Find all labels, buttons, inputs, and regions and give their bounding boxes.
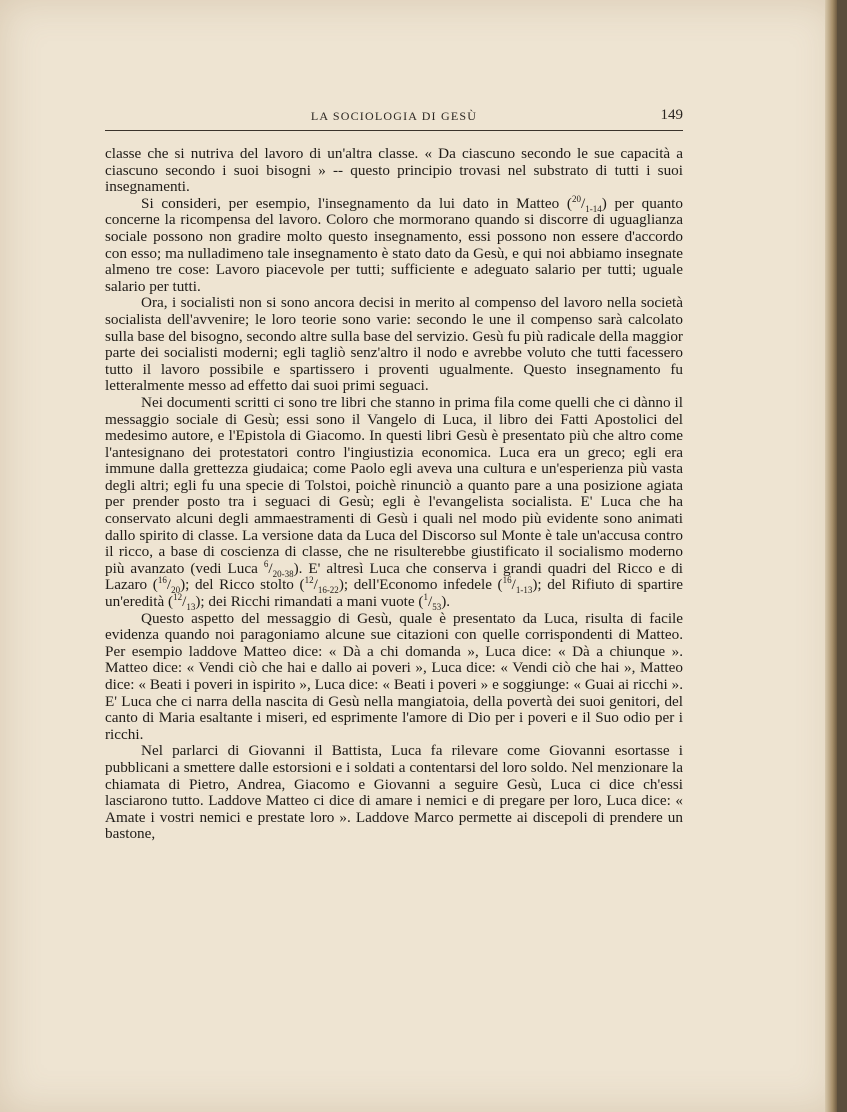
citation-subscript: 1-14 [585, 203, 602, 214]
citation-superscript: 12 [304, 575, 314, 586]
text-run: Ora, i socialisti non si sono ancora decisi in merito al compenso del lavoro nella società socialista dell'avvenire; le loro teorie sono varie: secondo le une il compenso sarà calcolato sulla base del bisogno, secondo altre sulla base del servizio. Gesù fu più radicale della maggior parte dei socialisti moderni; egli tagliò senz'altro il nodo e avrebbe voluto che tutti facessero tutto il lavoro possibile e spartissero i proventi ugualmente. Questo insegnamento fu letteralmente messo ad effetto dai suoi primi seguaci. [105, 294, 683, 395]
paragraph [105, 743, 683, 843]
text-run: Nei documenti scritti ci sono tre libri che stanno in prima fila come quelli che ci dànno il messaggio sociale di Gesù; essi sono il Vangelo di Luca, il libro dei Fatti Apostolici del medesimo autore, e l'Epistola di Giacomo. In questi libri Gesù è presentato più che altro come l'antesignano dei protestatori contro l'ingiustizia economica. Luca era un greco; egli era immune dalla grettezza giudaica; come Paolo egli aveva una cultura e un'esperienza più vasta degli altri; egli fu una specie di Tolstoi, poichè rinunciò a quanto pare a una posizione agiata per prender posto tra i seguaci di Gesù; egli è l'evangelista socialista. E' Luca che ha conservato alcuni degli ammaestramenti di Gesù i quali nel modo più evidente sono animati dallo spirito di classe. La versione data da Luca del Discorso sul Monte è tale un'accusa contro il ricco, a base di coscienza di classe, che ne risulterebbe giustificato il socialismo moderno più avanzato (vedi Luca [105, 393, 683, 577]
text-run: / [268, 559, 273, 577]
paragraph [105, 146, 683, 196]
paragraph [105, 193, 683, 296]
citation-subscript: 20 [171, 585, 181, 596]
text-run: ). E' altresì Luca che conserva i grandi quadri del Ricco e di Lazaro ( [105, 559, 684, 594]
text-run: classe che si nutriva del lavoro di un'altra classe. « Da ciascuno secondo le sue capacità a ciascuno secondo i suoi bisogni » -- questo principio trovasi nel substrato di tutti i suoi insegnamenti. [105, 145, 683, 196]
text-run: / [182, 593, 187, 611]
citation-superscript: 6 [263, 558, 269, 569]
text-run: ) per quanto concerne la ricompensa del lavoro. Coloro che mormorano quando si discorre di uguaglianza sociale possono non gradire molto questo insegnamento, essi possono non essere d'accordo con esso; ma nulladimeno tale insegnamento è stato dato da Gesù, e qui noi abbiamo insegnate almeno tre cose: Lavoro piacevole per tutti; sufficiente e adeguato salario per tutti; uguale salario per tutti. [105, 194, 683, 295]
text-run: ); dei Ricchi rimandati a mani vuote ( [195, 593, 424, 611]
text-run: Si consideri, per esempio, l'insegnamento da lui dato in Matteo ( [141, 194, 572, 212]
citation-superscript: 16 [502, 575, 512, 586]
citation-subscript: 13 [186, 602, 196, 613]
running-head-title: LA SOCIOLOGIA DI GESÙ [310, 109, 478, 123]
text-run: ); del Ricco stolto ( [180, 576, 305, 594]
citation-subscript: 1-13 [515, 585, 533, 596]
text-run: / [581, 194, 586, 212]
page-edge [825, 0, 837, 1112]
text-run: ); dell'Economo infedele ( [338, 576, 503, 594]
text-run: / [166, 576, 172, 594]
page-number: 149 [660, 107, 683, 123]
text-run: ); del Rifiuto di spartire un'eredità ( [105, 576, 683, 611]
citation-superscript: 20 [572, 193, 581, 204]
text-run: / [511, 576, 516, 594]
citation-superscript: 16 [157, 575, 167, 586]
citation-superscript: 12 [173, 591, 183, 602]
body-text [105, 146, 683, 843]
citation-subscript: 16-22 [317, 585, 339, 596]
citation-superscript: 1 [423, 591, 428, 602]
text-run: / [428, 593, 433, 611]
text-run: Nel parlarci di Giovanni il Battista, Luca fa rilevare come Giovanni esortasse i pubblicani a smettere dalle estorsioni e i soldati a contentarsi del loro soldo. Nel menzionare la chiamata di Pietro, Andrea, Giacomo e Giovanni a seguire Gesù, Luca ci dice ch'essi lasciarono tutto. Laddove Matteo ci dice di amare i nemici e di pregare per loro, Luca dice: « Amate i vostri nemici e prestate loro ». Laddove Marco permette ai discepoli di prendere un bastone, [105, 742, 683, 843]
citation-subscript: 20-38 [272, 568, 294, 579]
paragraph [105, 611, 683, 744]
citation-subscript: 53 [432, 602, 442, 613]
text-run: / [313, 576, 318, 594]
header-rule [105, 130, 683, 131]
running-head [105, 107, 683, 129]
text-run: ). [441, 593, 451, 611]
text-run: Questo aspetto del messaggio di Gesù, quale è presentato da Luca, risulta di facile evidenza quando noi paragoniamo alcune sue citazioni con quelle corrispondenti di Matteo. Per esempio laddove Matteo dice: « Dà a chi domanda », Luca dice: « Dà a chiunque ». Matteo dice: « Vendi ciò che hai e dallo ai poveri », Luca dice: « Vendi ciò che hai », Matteo dice: « Beati i poveri in ispirito », Luca dice: « Beati i poveri » e soggiunge: « Guai ai ricchi ». E' Luca che ci narra della nascita di Gesù nella mangiatoia, della povertà dei suoi genitori, del canto di Maria esaltante i miseri, ed esprimente l'amore di Dio per i poveri e il Suo odio per i ricchi. [105, 609, 683, 743]
paragraph [105, 395, 683, 611]
paragraph [105, 295, 683, 395]
